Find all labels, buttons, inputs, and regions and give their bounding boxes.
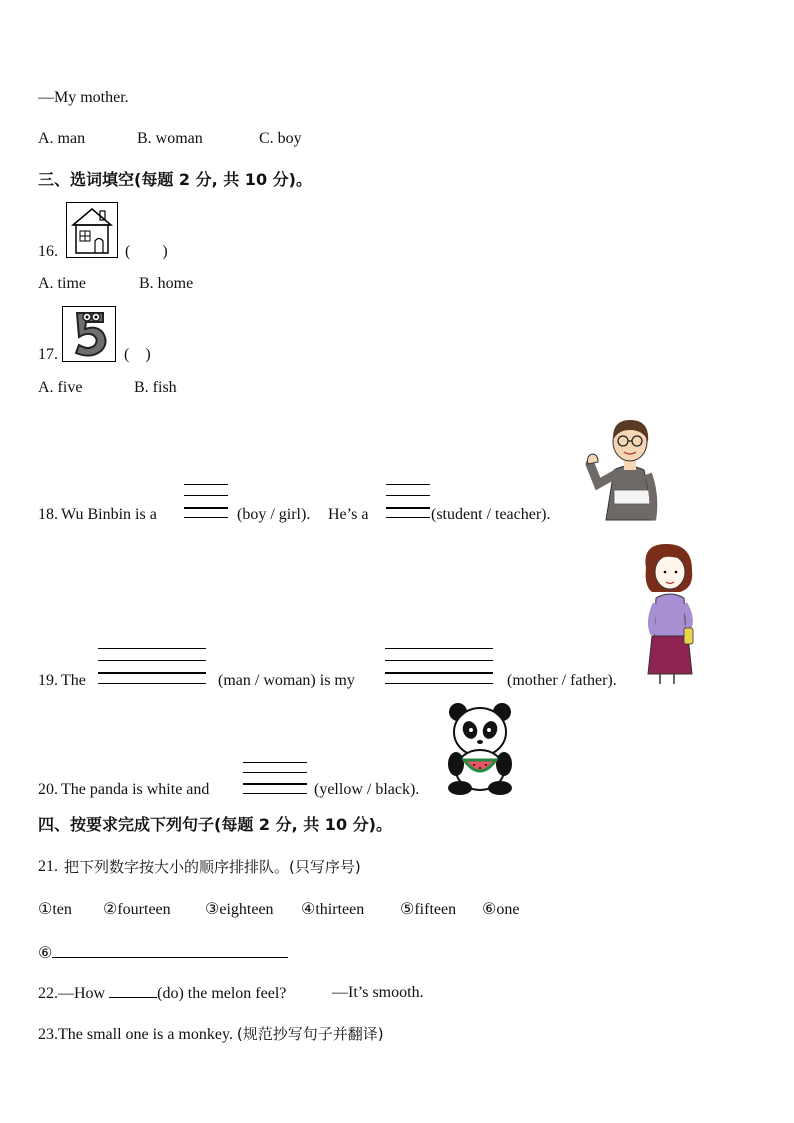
q16-option-b: B. home bbox=[139, 275, 194, 292]
q18-number: 18. bbox=[38, 506, 58, 523]
section4-title: 四、按要求完成下列句子(每题 2 分, 共 10 分)。 bbox=[38, 815, 392, 834]
q16-option-a: A. time bbox=[38, 275, 86, 292]
q16-answer-paren[interactable]: ( ) bbox=[125, 243, 168, 260]
q20-text-a: The panda is white and bbox=[61, 781, 210, 798]
q21-item-6: ⑥one bbox=[482, 901, 520, 918]
q23-instruction: (规范抄写句子并翻译) bbox=[236, 1025, 384, 1043]
q22-answer-blank[interactable] bbox=[109, 983, 157, 998]
q21-answer-blank[interactable] bbox=[52, 941, 288, 958]
q18-writing-lines-a[interactable] bbox=[184, 484, 228, 520]
q15-option-c: C. boy bbox=[259, 130, 302, 147]
five-picture bbox=[62, 306, 116, 362]
panda-picture bbox=[444, 702, 516, 796]
q18-choice-b: (student / teacher). bbox=[431, 506, 551, 523]
q21-item-5: ⑤fifteen bbox=[400, 901, 457, 918]
teacher-illustration-icon bbox=[584, 416, 674, 522]
teacher-picture bbox=[584, 416, 674, 522]
q21-instruction: 把下列数字按大小的顺序排排队。(只写序号) bbox=[64, 858, 361, 876]
q18-text-a: Wu Binbin is a bbox=[61, 506, 157, 523]
q19-choice-a: (man / woman) is my bbox=[218, 672, 355, 689]
q18-text-b: He’s a bbox=[328, 506, 369, 523]
q17-option-b: B. fish bbox=[134, 379, 177, 396]
q15-answer-line: —My mother. bbox=[38, 89, 129, 106]
q21-answer-prefix: ⑥ bbox=[38, 945, 53, 962]
q17-answer-paren[interactable]: ( ) bbox=[124, 346, 151, 363]
q19-number: 19. bbox=[38, 672, 58, 689]
q19-choice-b: (mother / father). bbox=[507, 672, 617, 689]
q23-text: The small one is a monkey. bbox=[58, 1026, 233, 1043]
q23-number: 23. bbox=[38, 1026, 58, 1043]
mother-picture bbox=[640, 542, 704, 688]
q20-writing-lines[interactable] bbox=[243, 762, 307, 796]
q22-text-b: (do) the melon feel? bbox=[157, 985, 287, 1002]
q21-number: 21. bbox=[38, 858, 58, 875]
q21-item-1: ①ten bbox=[38, 901, 72, 918]
panda-eating-watermelon-icon bbox=[444, 702, 516, 796]
q17-number: 17. bbox=[38, 346, 58, 363]
q18-choice-a: (boy / girl). bbox=[237, 506, 311, 523]
q19-writing-lines-a[interactable] bbox=[98, 648, 206, 686]
q15-option-a: A. man bbox=[38, 130, 86, 147]
woman-illustration-icon bbox=[640, 542, 704, 688]
q22-number: 22. bbox=[38, 985, 58, 1002]
q21-answer-line bbox=[38, 941, 288, 964]
q20-choice-a: (yellow / black). bbox=[314, 781, 420, 798]
q15-option-b: B. woman bbox=[137, 130, 203, 147]
q21-item-2: ②fourteen bbox=[103, 901, 171, 918]
q16-number: 16. bbox=[38, 243, 58, 260]
q22-text-a: —How bbox=[58, 985, 106, 1002]
q23-line bbox=[38, 1024, 384, 1045]
q18-writing-lines-b[interactable] bbox=[386, 484, 430, 520]
q21-item-4: ④thirteen bbox=[301, 901, 365, 918]
house-picture bbox=[66, 202, 118, 258]
q17-option-a: A. five bbox=[38, 379, 83, 396]
q20-number: 20. bbox=[38, 781, 58, 798]
q19-text-a: The bbox=[61, 672, 86, 689]
q19-writing-lines-b[interactable] bbox=[385, 648, 493, 686]
house-icon bbox=[67, 203, 117, 257]
q22-text-c: —It’s smooth. bbox=[332, 984, 424, 1001]
q22-line bbox=[38, 983, 286, 1004]
section3-title: 三、选词填空(每题 2 分, 共 10 分)。 bbox=[38, 170, 312, 189]
number-five-icon bbox=[63, 307, 115, 361]
q21-item-3: ③eighteen bbox=[205, 901, 274, 918]
